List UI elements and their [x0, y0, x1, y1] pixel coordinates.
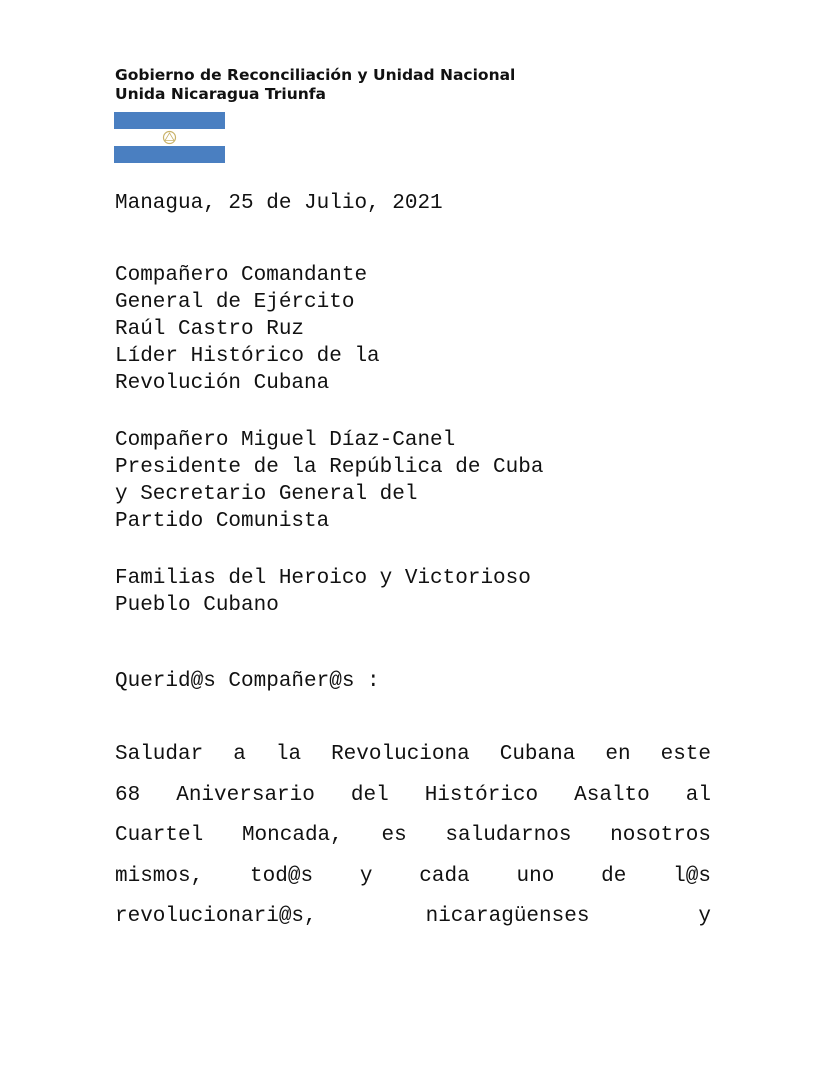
paragraph-line: Saludar a la Revoluciona Cubana en este — [115, 743, 711, 766]
recipient-line: Compañero Comandante — [115, 264, 368, 287]
salutation: Querid@s Compañer@s : — [115, 670, 380, 693]
recipient-line: y Secretario General del — [115, 483, 418, 506]
paragraph-line: revolucionari@s, nicaragüenses y — [115, 905, 711, 928]
recipient-line: General de Ejército — [115, 291, 355, 314]
nicaragua-flag-icon — [114, 112, 225, 163]
recipient-line: Líder Histórico de la — [115, 345, 380, 368]
paragraph-line: 68 Aniversario del Histórico Asalto al — [115, 783, 711, 807]
flag-bottom-stripe — [114, 146, 225, 163]
paragraph-line: mismos, tod@s y cada uno de l@s — [115, 864, 711, 888]
recipient-block-3 — [115, 565, 531, 619]
recipient-line: Revolución Cubana — [115, 372, 330, 395]
paragraph-line: Cuartel Moncada, es saludarnos nosotros — [115, 824, 711, 847]
recipient-line: Compañero Miguel Díaz-Canel — [115, 429, 456, 452]
recipient-line: Raúl Castro Ruz — [115, 318, 305, 341]
recipient-block-1 — [115, 262, 380, 397]
letter-date: Managua, 25 de Julio, 2021 — [115, 192, 443, 215]
letterhead — [115, 66, 515, 104]
flag-top-stripe — [114, 112, 225, 129]
recipient-line: Presidente de la República de Cuba — [115, 456, 544, 479]
recipient-block-2 — [115, 427, 543, 535]
body-paragraph — [115, 735, 711, 938]
recipient-line: Pueblo Cubano — [115, 594, 279, 617]
letterhead-government-name: Gobierno de Reconciliación y Unidad Nacional — [115, 66, 516, 84]
recipient-line: Familias del Heroico y Victorioso — [115, 567, 531, 590]
recipient-line: Partido Comunista — [115, 510, 330, 533]
letterhead-slogan: Unida Nicaragua Triunfa — [115, 85, 327, 103]
